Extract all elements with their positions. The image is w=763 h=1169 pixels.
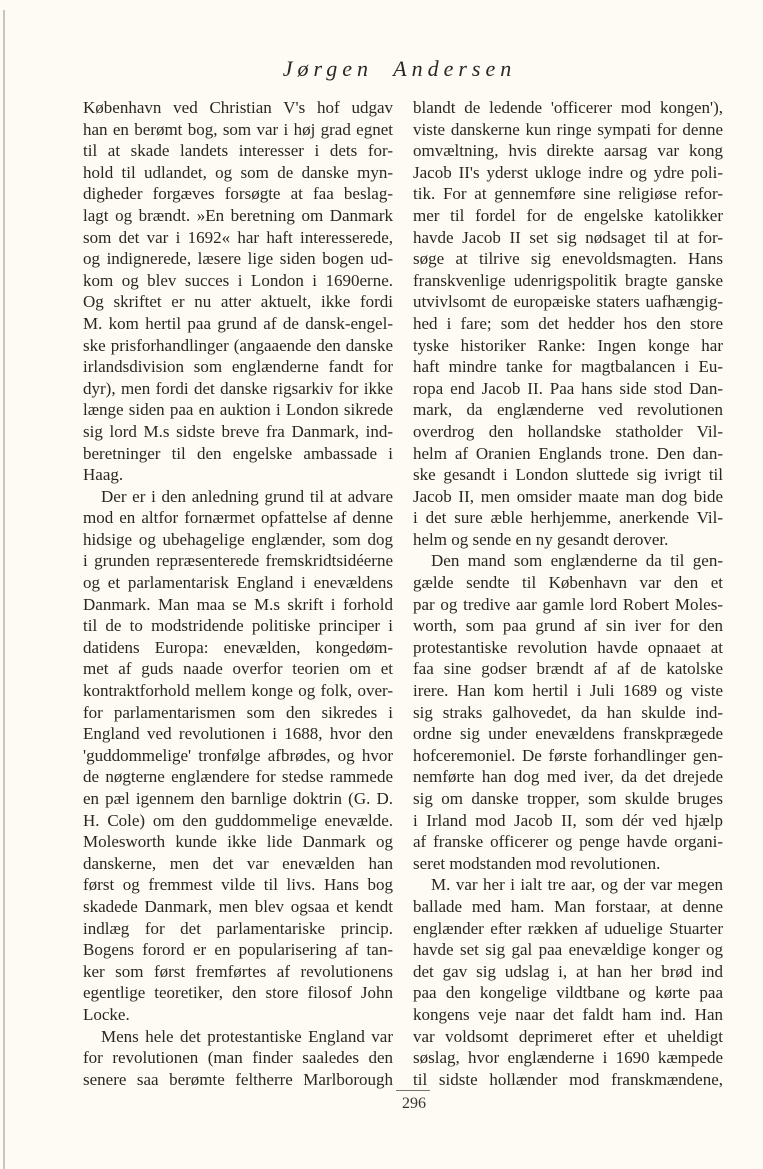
text-line: Bogens forord er en popularisering af tan-	[83, 940, 393, 960]
text-line: mer til fordel for de engelske katolikker	[413, 205, 723, 225]
text-line: København ved Christian V's hof udgav	[83, 98, 393, 117]
text-line: Og skriftet er nu atter aktuelt, ikke fordi	[83, 292, 393, 312]
text-line: til at skade landets interesser i dets for-	[83, 141, 393, 161]
text-line: Molesworth kunde ikke lide Danmark og	[83, 832, 393, 852]
text-line: skadede Danmark, men blev ogsaa et kendt	[83, 896, 393, 916]
text-line: omvæltning, hvis direkte aarsag var kong	[413, 141, 723, 161]
text-line: kom og blev succes i London i 1690erne.	[83, 270, 393, 290]
text-line: franskvenlige udenrigspolitik bragte ganske	[413, 270, 723, 290]
text-line: tyske historiker Ranke: Ingen konge har	[413, 335, 723, 355]
text-line: hed i fare; som det hedder hos den store	[413, 313, 723, 333]
text-line: i grunden repræsenterede fremskridtsidéerne	[83, 551, 393, 571]
text-line: og et parlamentarisk England i enevældens	[83, 573, 393, 593]
text-line: Jacob II's yderst ukloge indre og ydre poli-	[413, 162, 723, 182]
text-line: haft mindre tanke for magtbalancen i Eu-	[413, 357, 723, 377]
text-line: 'guddommelige' tronfølge afbrødes, og hvor	[83, 745, 393, 765]
text-line: Jacob II, men omsider maate man dog bide	[413, 486, 723, 506]
text-line: ker som først fremførtes af revolutionens	[83, 961, 393, 981]
text-line: hofceremoniel. De første forhandlinger gen-	[413, 745, 723, 765]
text-line: helm af Oranien Englands trone. Den dan-	[413, 443, 723, 463]
text-line: sig straks galhovedet, da han skulde ind-	[413, 702, 723, 722]
text-line: par og tredive aar gamle lord Robert Moles-	[413, 594, 723, 614]
running-head: Jørgen Andersen	[282, 56, 517, 81]
text-line: i det sure æble herhjemme, anerkende Vil-	[413, 508, 723, 528]
text-line: de nøgterne englændere for stedse rammede	[83, 767, 393, 787]
text-line: hold til udlandet, og som de danske myn-	[83, 162, 393, 182]
text-line: indlæg for det parlamentariske princip.	[83, 918, 393, 938]
text-line: i Irland mod Jacob II, som dér ved hjælp	[413, 810, 723, 830]
text-line: digheder forgæves forsøgte at faa beslag-	[83, 184, 393, 204]
text-line: protestantiske revolution havde opnaaet at	[413, 637, 723, 657]
text-line: en pæl igennem den barnlige doktrin (G. D.	[83, 789, 393, 808]
text-line: beretninger til den engelske ambassade i	[83, 443, 393, 463]
text-line: lagt og brændt. »En beretning om Danmark	[83, 205, 393, 225]
page-number-rule	[396, 1090, 430, 1091]
text-line: irere. Han kom hertil i Juli 1689 og viste	[413, 681, 723, 701]
text-line: Locke.	[83, 1004, 130, 1024]
text-line: faa sine godser brændt af af de katolske	[413, 659, 723, 679]
text-line: utvivlsomt de europæiske staters uafhængig-	[413, 292, 723, 312]
text-line: han en berømt bog, som var i høj grad egnet	[83, 119, 393, 139]
text-line: Mens hele det protestantiske England var	[101, 1026, 393, 1046]
text-line: egentlige teoretiker, den store filosof John	[83, 983, 393, 1003]
text-line: viste danskerne kun ringe sympati for denne	[413, 119, 723, 139]
text-line: til de to modstridende politiske principer i	[83, 616, 393, 636]
text-line: paa den kongelige vildtbane og kørte paa	[413, 983, 723, 1003]
text-line: kontraktforhold mellem konge og folk, over-	[83, 681, 393, 701]
text-line: ropa end Jacob II. Paa hans side stod Dan-	[413, 378, 723, 398]
text-line: kongens veje naar det faldt ham ind. Han	[413, 1004, 723, 1024]
text-line: englænder efter rækken af uduelige Stuarter	[413, 918, 723, 938]
text-line: met af guds naade overfor teorien om et	[83, 659, 393, 679]
text-line: helm og sende en ny gesandt derover.	[413, 529, 669, 549]
text-line: England ved revolutionen i 1688, hvor den	[83, 724, 393, 744]
text-line: mark, da englænderne ved revolutionen	[413, 400, 723, 420]
text-line: havde set sig gal paa enevældige konger og	[413, 940, 723, 960]
text-line: dyr), men fordi det danske rigsarkiv for ikke	[83, 378, 393, 398]
text-line: først og fremmest vilde til livs. Hans bog	[83, 875, 393, 895]
text-line: seret modstanden mod revolutionen.	[413, 853, 661, 873]
text-line: ske gesandt i London sluttede sig ivrigt til	[413, 465, 723, 485]
text-line: M. var her i ialt tre aar, og der var megen	[431, 875, 723, 895]
left-column	[83, 97, 393, 1090]
text-line: havde Jacob II set sig nødsaget til at for-	[413, 227, 723, 247]
text-line: Der er i den anledning grund til at advare	[101, 486, 393, 506]
text-line: blandt de ledende 'officerer mod kongen'),	[413, 98, 723, 117]
text-line: mod en altfor fornærmet opfattelse af denne	[83, 508, 393, 528]
text-line: nemførte han dog med iver, da det drejede	[413, 767, 723, 787]
text-line: ballade med ham. Man forstaar, at denne	[413, 896, 723, 916]
text-line: det gav sig udslag i, at han her brød ind	[413, 961, 723, 981]
text-line: overdrog den hollandske statholder Vil-	[413, 421, 723, 441]
text-line: for revolutionen (man finder saaledes den	[83, 1048, 393, 1068]
text-line: længe siden paa en auktion i London sikrede	[83, 400, 393, 420]
right-column	[413, 97, 723, 1090]
text-line: som det var i 1692« har haft interesserede,	[83, 227, 393, 247]
text-line: hidsige og ubehagelige englænder, som dog	[83, 529, 393, 549]
text-line: til sidste hollænder mod franskmændene,	[413, 1069, 723, 1089]
text-line: danskerne, men det var enevælden han	[83, 853, 393, 873]
text-line: tik. For at gennemføre sine religiøse refor-	[413, 184, 723, 204]
text-line: worth, som paa grund af sin iver for den	[413, 616, 723, 636]
text-line: ske prisforhandlinger (angaaende den danske	[83, 335, 393, 355]
text-line: var voldsomt deprimeret efter et uheldigt	[413, 1026, 723, 1046]
text-line: Haag.	[83, 465, 124, 485]
text-line: H. Cole) om den guddommelige enevælde.	[83, 810, 393, 830]
text-line: søslag, hvor englænderne i 1690 kæmpede	[413, 1048, 723, 1068]
text-line: søge at tilrive sig enevoldsmagten. Hans	[413, 249, 723, 269]
text-line: sig lord M.s sidste breve fra Danmark, ind-	[83, 421, 393, 441]
text-line: datidens Europa: enevælden, kongedøm-	[83, 637, 393, 657]
text-line: irlandsdivision som englænderne fandt for	[83, 357, 393, 377]
page-edge	[3, 10, 5, 1169]
text-line: for parlamentarismen som den sikredes i	[83, 702, 393, 722]
text-line: sig om danske tropper, som skulde bruges	[413, 789, 723, 808]
text-line: Den mand som englænderne da til gen-	[431, 551, 723, 571]
page-number: 296	[402, 1095, 426, 1112]
text-line: senere saa berømte feltherre Marlborough	[83, 1069, 393, 1089]
text-line: ordne sig under enevældens franskprægede	[413, 724, 723, 744]
text-line: gælde sendte til København var den et	[413, 573, 723, 593]
text-line: Danmark. Man maa se M.s skrift i forhold	[83, 594, 393, 614]
text-line: og indignerede, læsere lige siden bogen ud-	[83, 249, 393, 269]
text-line: af franske officerer og penge havde organi-	[413, 832, 723, 852]
text-line: M. kom hertil paa grund af de dansk-engel-	[83, 313, 393, 333]
